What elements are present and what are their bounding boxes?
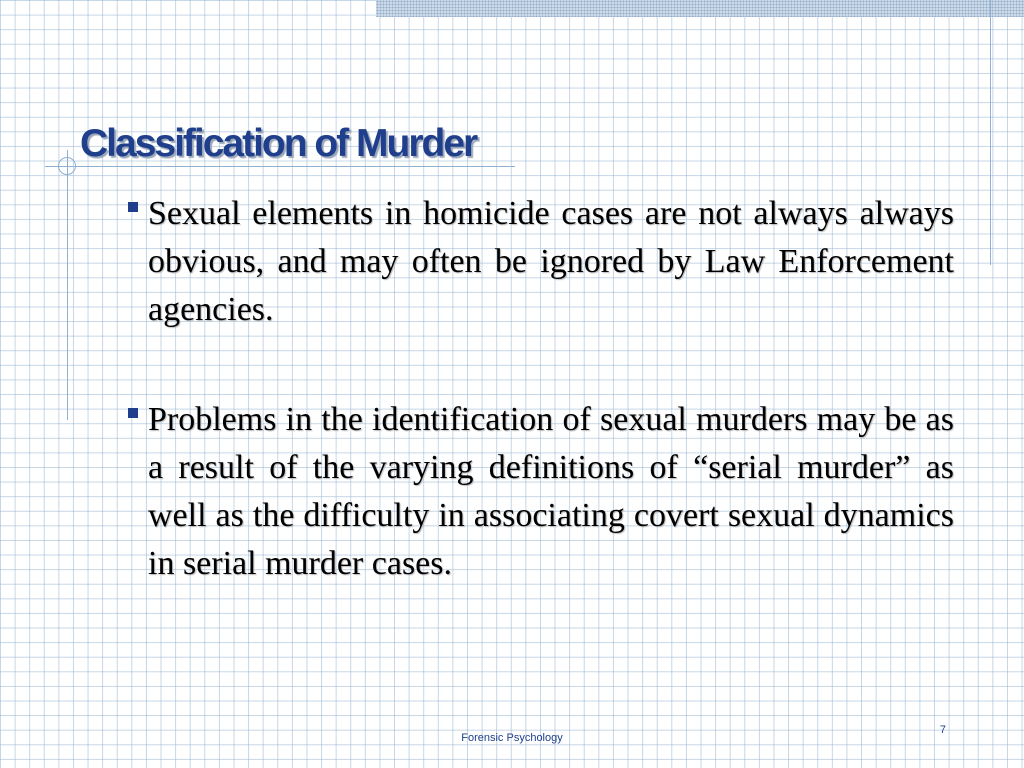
bullet-text: Sexual elements in homicide cases are not always always obvious, and may often be ignored by Law Enforcement agencies. <box>148 195 954 328</box>
decorative-left-line <box>67 150 68 420</box>
slide-title: Classification of Murder <box>80 122 477 165</box>
slide-body <box>128 190 954 588</box>
slide-number: 7 <box>939 724 946 736</box>
bullet-item <box>128 190 954 334</box>
decorative-circle-mark <box>58 157 76 175</box>
slide-footer: Forensic Psychology <box>461 732 563 744</box>
bullet-item <box>128 396 954 588</box>
decorative-top-band <box>376 0 1024 17</box>
decorative-right-line <box>990 0 991 265</box>
bullet-text: Problems in the identification of sexual murders may be as a result of the varying definitions of “serial murder” as well as the difficulty in associating covert sexual dynamics in serial murder cases. <box>148 401 954 582</box>
square-bullet-icon <box>128 408 138 418</box>
decorative-title-underline <box>45 166 515 167</box>
square-bullet-icon <box>128 202 138 212</box>
